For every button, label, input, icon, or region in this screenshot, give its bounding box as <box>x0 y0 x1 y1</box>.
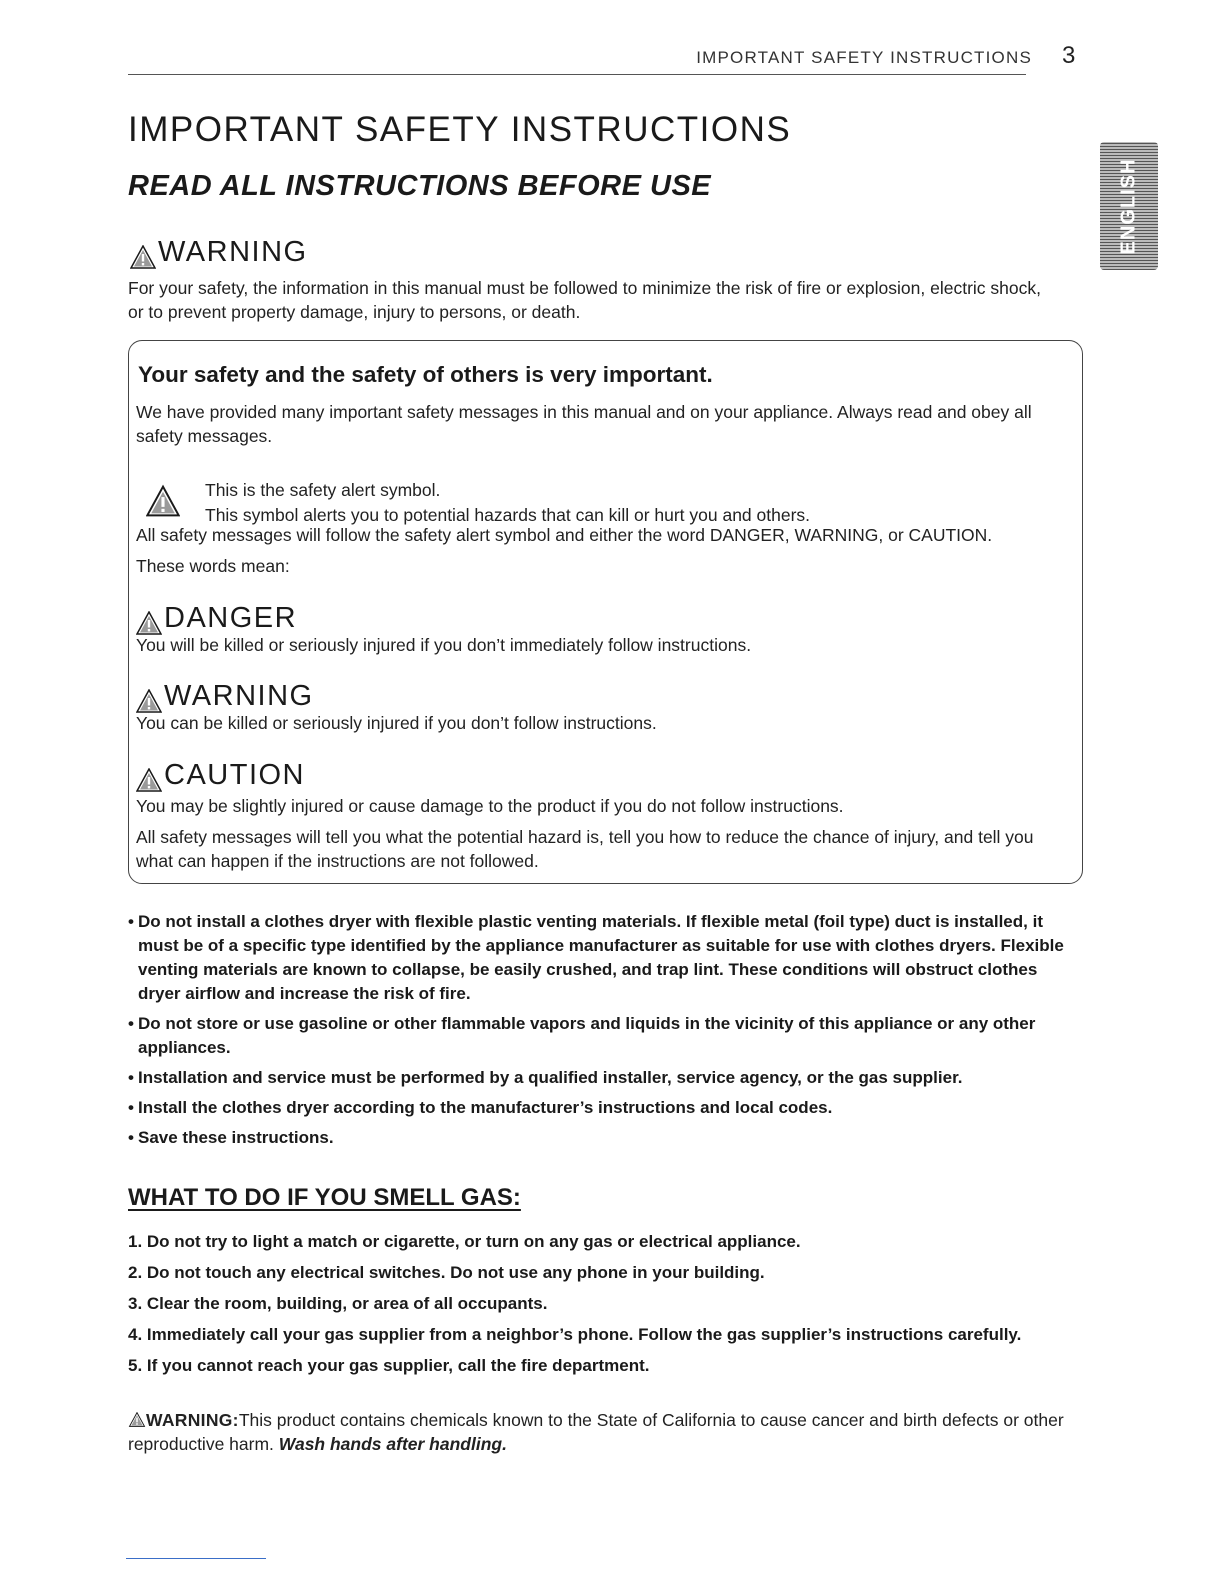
safety-bullet-list <box>128 910 1078 1156</box>
signal-words-text: All safety messages will follow the safety alert symbol and either the word DANGER, WARNING, or CAUTION. <box>136 525 993 545</box>
warning-text: You can be killed or seriously injured if you don’t follow instructions. <box>136 713 657 733</box>
caution-text: You may be slightly injured or cause damage to the product if you do not follow instructions. <box>136 796 844 816</box>
list-item: 2. Do not touch any electrical switches. Do not use any phone in your building. <box>128 1263 765 1282</box>
list-item: 3. Clear the room, building, or area of all occupants. <box>128 1294 548 1313</box>
safety-alert-symbol-icon <box>146 484 180 518</box>
language-tab-label: ENGLISH <box>1117 158 1140 254</box>
warning-intro-text: For your safety, the information in this manual must be followed to minimize the risk of fire or explosion, electric shock, or to prevent property damage, injury to persons, or death. <box>128 278 1041 322</box>
prop65-triangle-icon <box>128 1409 146 1424</box>
list-item: • Save these instructions. <box>128 1126 1078 1150</box>
danger-heading <box>136 602 297 635</box>
symbol-line-2: This symbol alerts you to potential hazards that can kill or hurt you and others. <box>205 505 811 525</box>
warning-box-triangle-icon <box>136 689 162 713</box>
page-number: 3 <box>1062 42 1076 69</box>
language-tab <box>1100 142 1158 270</box>
running-header: IMPORTANT SAFETY INSTRUCTIONS <box>696 48 1032 67</box>
list-item: • Do not install a clothes dryer with flexible plastic venting materials. If flexible metal (foil type) duct is installed, it must be of a specific type identified by the appliance manufacturer as suitable for use with clothes dryers. Flexible venting materials are known to collapse, be easily crushed, and trap lint. These conditions will obstruct clothes dryer airflow and increase the risk of fire. <box>128 910 1078 1006</box>
caution-label: CAUTION <box>164 759 305 791</box>
prop65-text: This product contains chemicals known to the State of California to cause cancer and birth defects or other reproductive harm. <box>128 1410 1064 1454</box>
list-item: 5. If you cannot reach your gas supplier, call the fire department. <box>128 1356 650 1375</box>
list-item: • Install the clothes dryer according to the manufacturer’s instructions and local codes. <box>128 1096 1078 1120</box>
warning-heading <box>136 680 314 713</box>
symbol-line-1: This is the safety alert symbol. <box>205 480 441 500</box>
warning-label: WARNING <box>164 680 314 712</box>
smell-gas-heading: WHAT TO DO IF YOU SMELL GAS: <box>128 1184 521 1211</box>
prop65-warning <box>128 1408 1088 1456</box>
smell-gas-steps <box>128 1230 1021 1385</box>
footer-divider <box>126 1558 266 1559</box>
list-item: • Installation and service must be performed by a qualified installer, service agency, or the gas supplier. <box>128 1066 1078 1090</box>
danger-triangle-icon <box>136 611 162 635</box>
prop65-emphasis: Wash hands after handling. <box>278 1434 507 1454</box>
danger-text: You will be killed or seriously injured if you don’t immediately follow instructions. <box>136 635 752 655</box>
danger-label: DANGER <box>164 602 298 634</box>
list-item: • Do not store or use gasoline or other flammable vapors and liquids in the vicinity of this appliance or any other appliances. <box>128 1012 1078 1060</box>
caution-triangle-icon <box>136 768 162 792</box>
header-divider <box>128 74 1026 75</box>
safety-box-closing: All safety messages will tell you what the potential hazard is, tell you how to reduce the chance of injury, and tell you what can happen if the instructions are not followed. <box>136 827 1034 871</box>
list-item: 4. Immediately call your gas supplier from a neighbor’s phone. Follow the gas supplier’s instructions carefully. <box>128 1325 1022 1344</box>
words-mean-text: These words mean: <box>136 556 290 576</box>
warning-triangle-icon <box>130 245 156 269</box>
warning-intro-heading <box>130 236 308 269</box>
caution-heading <box>136 759 305 792</box>
warning-intro-label: WARNING <box>158 236 308 268</box>
page-subtitle: READ ALL INSTRUCTIONS BEFORE USE <box>128 170 712 202</box>
list-item: 1. Do not try to light a match or cigarette, or turn on any gas or electrical appliance. <box>128 1232 801 1251</box>
safety-box-title: Your safety and the safety of others is very important. <box>138 362 713 387</box>
page-title: IMPORTANT SAFETY INSTRUCTIONS <box>128 110 792 149</box>
safety-box-intro: We have provided many important safety messages in this manual and on your appliance. Always read and obey all safety messages. <box>136 402 1032 446</box>
prop65-label: WARNING: <box>146 1410 239 1430</box>
